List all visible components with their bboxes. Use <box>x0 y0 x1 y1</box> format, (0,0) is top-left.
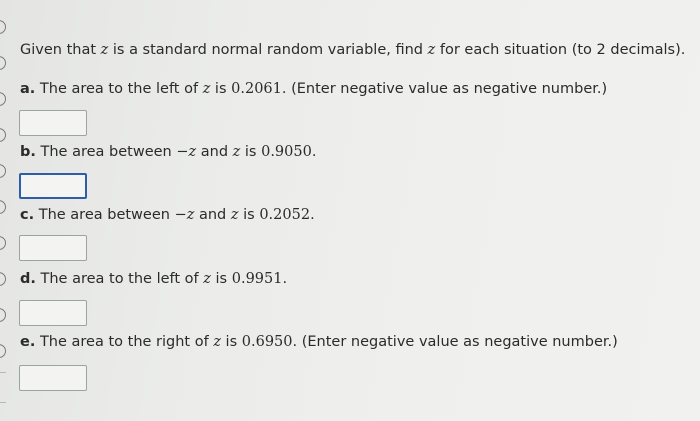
margin-marker <box>0 20 6 34</box>
given-area: 0.9050 <box>261 144 312 160</box>
part-a-answer-input[interactable] <box>19 110 87 136</box>
part-d-prompt: d. The area to the left of z is 0.9951. <box>20 271 288 287</box>
margin-marker <box>0 164 6 178</box>
part-letter: d. <box>20 271 36 287</box>
given-area: 0.9951 <box>231 271 283 287</box>
margin-marker <box>0 272 6 286</box>
part-letter: c. <box>20 207 35 223</box>
part-b-prompt: b. The area between −z and z is 0.9050. <box>20 144 317 160</box>
margin-marker <box>0 92 6 106</box>
margin-tick <box>0 402 6 403</box>
variable-z: z <box>100 42 109 58</box>
part-a-prompt: a. The area to the left of z is 0.2061. (Enter negative value as negative number.) <box>20 81 608 97</box>
margin-marker <box>0 128 6 142</box>
part-d-answer-input[interactable] <box>19 300 87 326</box>
margin-tick <box>0 372 6 373</box>
margin-marker <box>0 344 6 358</box>
part-letter: e. <box>20 334 36 350</box>
part-b-answer-input[interactable] <box>19 173 87 199</box>
part-letter: a. <box>20 81 36 97</box>
margin-marker <box>0 308 6 322</box>
part-letter: b. <box>20 144 36 160</box>
margin-marker <box>0 236 6 250</box>
given-area: 0.2052 <box>259 207 311 223</box>
part-c-answer-input[interactable] <box>19 235 87 261</box>
margin-marker <box>0 200 6 214</box>
part-e-prompt: e. The area to the right of z is 0.6950. (Enter negative value as negative number.) <box>20 334 618 350</box>
margin-marker <box>0 56 6 70</box>
given-area: 0.6950 <box>241 334 293 350</box>
part-e-answer-input[interactable] <box>19 365 87 391</box>
part-c-prompt: c. The area between −z and z is 0.2052. <box>20 207 315 223</box>
given-area: 0.2061 <box>231 81 282 97</box>
left-margin <box>0 0 12 421</box>
variable-z: z <box>427 42 436 58</box>
question-stem: Given that z is a standard normal random variable, find z for each situation (to 2 decimals). <box>20 42 686 58</box>
